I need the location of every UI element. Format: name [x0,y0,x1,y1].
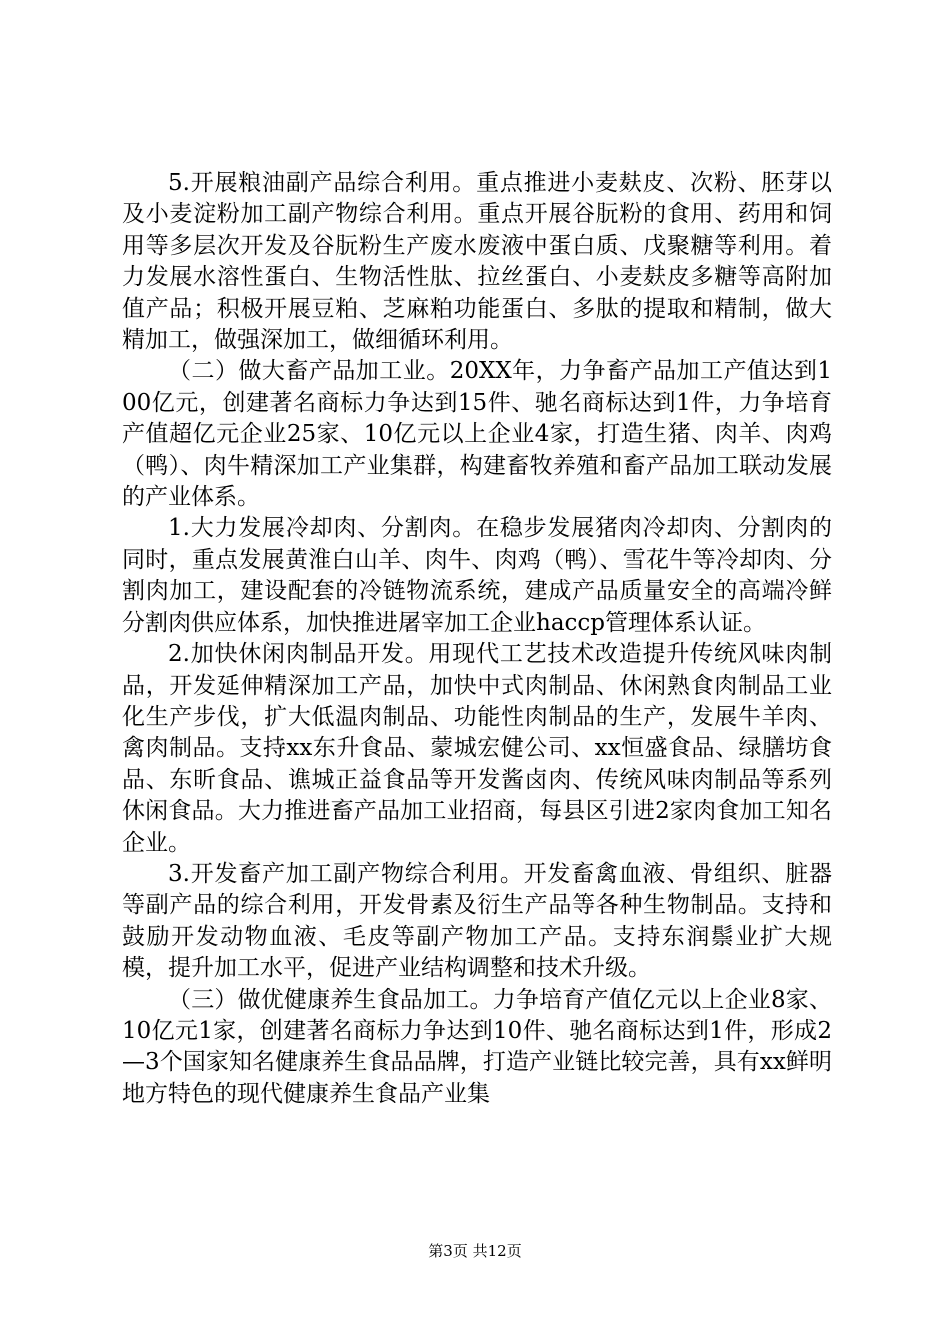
paragraph-chilled-meat: 1.大力发展冷却肉、分割肉。在稳步发展猪肉冷却肉、分割肉的同时，重点发展黄淮白山羊、肉牛、肉鸡（鸭）、雪花牛等冷却肉、分割肉加工，建设配套的冷链物流系统，建成产品质量安全的高端冷鲜分割肉供应体系，加快推进屠宰加工企业haccp管理体系认证。 [122,515,832,636]
document-body [122,168,832,1110]
paragraph-leisure-meat: 2.加快休闲肉制品开发。用现代工艺技术改造提升传统风味肉制品，开发延伸精深加工产品，加快中式肉制品、休闲熟食肉制品工业化生产步伐，扩大低温肉制品、功能性肉制品的生产，发展牛羊肉、禽肉制品。支持xx东升食品、蒙城宏健公司、xx恒盛食品、绿膳坊食品、东昕食品、谯城正益食品等开发酱卤肉、传统风味肉制品等系列休闲食品。大力推进畜产品加工业招商，每县区引进2家肉食加工知名企业。 [122,641,832,856]
paragraph-section-livestock: （二）做大畜产品加工业。20XX年，力争畜产品加工产值达到100亿元，创建著名商标力争达到15件、驰名商标达到1件，力争培育产值超亿元企业25家、10亿元以上企业4家，打造生猪、肉羊、肉鸡（鸭）、肉牛精深加工产业集群，构建畜牧养殖和畜产品加工联动发展的产业体系。 [122,358,832,511]
paragraph-livestock-byproducts: 3.开发畜产加工副产物综合利用。开发畜禽血液、骨组织、脏器等副产品的综合利用，开发骨素及衍生产品等各种生物制品。支持和鼓励开发动物血液、毛皮等副产物加工产品。支持东润鬃业扩大规模，提升加工水平，促进产业结构调整和技术升级。 [122,860,832,982]
paragraph-section-health-food: （三）做优健康养生食品加工。力争培育产值亿元以上企业8家、10亿元1家，创建著名商标力争达到10件、驰名商标达到1件，形成2—3个国家知名健康养生食品品牌，打造产业链比较完善，具有xx鲜明地方特色的现代健康养生食品产业集 [122,986,832,1107]
paragraph-grain-byproducts: 5.开展粮油副产品综合利用。重点推进小麦麸皮、次粉、胚芽以及小麦淀粉加工副产物综合利用。重点开展谷朊粉的食用、药用和饲用等多层次开发及谷朊粉生产废水废液中蛋白质、戊聚糖等利用。着力发展水溶性蛋白、生物活性肽、拉丝蛋白、小麦麸皮多糖等高附加值产品；积极开展豆粕、芝麻粕功能蛋白、多肽的提取和精制，做大精加工，做强深加工，做细循环利用。 [122,170,832,354]
page-footer: 第3页 共12页 [428,1242,522,1260]
